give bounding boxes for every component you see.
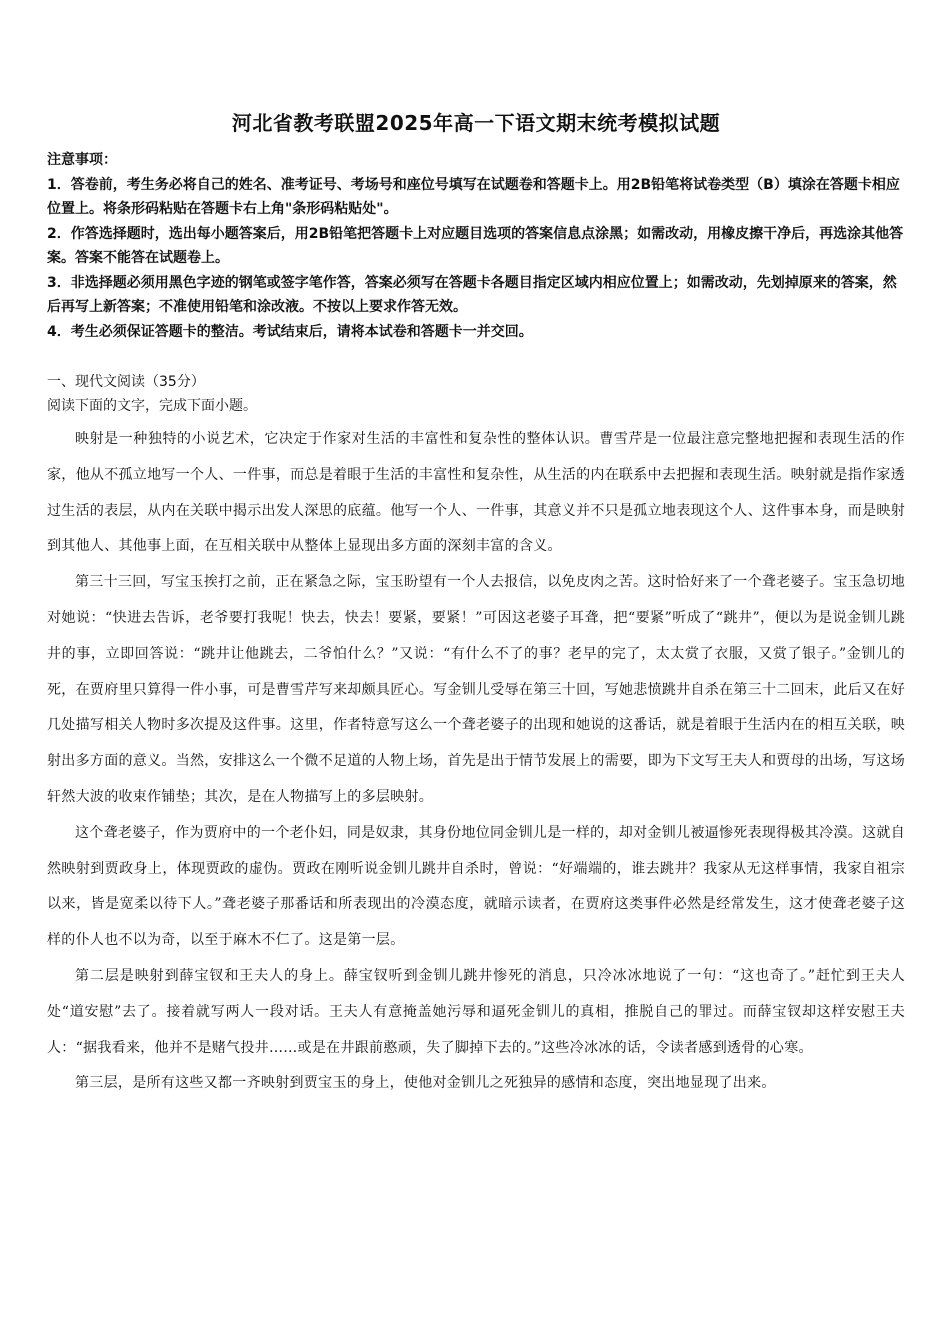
section-instruction: 阅读下面的文字，完成下面小题。 bbox=[47, 398, 257, 414]
notice-heading: 注意事项： bbox=[47, 152, 117, 168]
notice-item: 4．考生必须保证答题卡的整洁。考试结束后，请将本试卷和答题卡一并交回。 bbox=[47, 323, 533, 340]
passage-paragraph: 映射是一种独特的小说艺术，它决定于作家对生活的丰富性和复杂性的整体认识。曹雪芹是一位最注意完整地把握和表现生活的作家，他从不孤立地写一个人、一件事，而总是着眼于生活的丰富性和复杂性，从生活的内在联系中去把握和表现生活。映射就是指作家透过生活的表层，从内在关联中揭示出发人深思的底蕴。他写一个人、一件事，其意义并不只是孤立地表现这个人、这件事本身，而是映射到其他人、其他事上面，在互相关联中从整体上显现出多方面的深刻丰富的含义。 bbox=[47, 431, 905, 555]
passage-paragraph: 第三十三回，写宝玉挨打之前，正在紧急之际，宝玉盼望有一个人去报信，以免皮肉之苦。这时恰好来了一个聋老婆子。宝玉急切地对她说：“快进去告诉，老爷要打我呢！快去，快去！要紧，要紧！”可因这老婆子耳聋，把“要紧”听成了“跳井”，便以为是说金钏儿跳井的事，立即回答说：“跳井让他跳去，二爷怕什么？”又说：“有什么不了的事？老早的完了，太太赏了衣服，又赏了银子。”金钏儿的死，在贾府里只算得一件小事，可是曹雪芹写来却颇具匠心。写金钏儿受辱在第三十回，写她悲愤跳井自杀在第三十二回末，此后又在好几处描写相关人物时多次提及这件事。这里，作者特意写这么一个聋老婆子的出现和她说的这番话，就是着眼于生活内在的相互关联，映射出多方面的意义。当然，安排这么一个微不足道的人物上场，首先是出于情节发展上的需要，即为下文写王夫人和贾母的出场，写这场轩然大波的收束作铺垫；其次，是在人物描写上的多层映射。 bbox=[47, 574, 905, 805]
notice-item: 1．答卷前，考生务必将自己的姓名、准考证号、考场号和座位号填写在试题卷和答题卡上。用2B铅笔将试卷类型（B）填涂在答题卡相应位置上。将条形码粘贴在答题卡右上角"条形码粘贴处"。 bbox=[47, 176, 900, 217]
exam-title: 河北省教考联盟2025年高一下语文期末统考模拟试题 bbox=[231, 111, 721, 135]
reading-section bbox=[47, 370, 905, 1102]
passage-paragraph: 这个聋老婆子，作为贾府中的一个老仆妇，同是奴隶，其身份地位同金钏儿是一样的，却对金钏儿被逼惨死表现得极其冷漠。这就自然映射到贾政身上，体现贾政的虚伪。贾政在刚听说金钏儿跳井自杀时，曾说：“好端端的，谁去跳井？我家从无这样事情，我家自祖宗以来，皆是宽柔以待下人。”聋老婆子那番话和所表现出的冷漠态度，就暗示读者，在贾府这类事件必然是经常发生，这才使聋老婆子这样的仆人也不以为奇，以至于麻木不仁了。这是第一层。 bbox=[47, 824, 905, 949]
notice-item: 2．作答选择题时，选出每小题答案后，用2B铅笔把答题卡上对应题目选项的答案信息点涂黑；如需改动，用橡皮擦干净后，再选涂其他答案。答案不能答在试题卷上。 bbox=[47, 225, 904, 266]
section-heading: 一、现代文阅读（35分） bbox=[47, 374, 205, 390]
passage-paragraph: 第三层，是所有这些又都一齐映射到贾宝玉的身上，使他对金钏儿之死独异的感情和态度，突出地显现了出来。 bbox=[75, 1075, 776, 1092]
exam-page bbox=[47, 108, 905, 1102]
notice-block bbox=[47, 148, 905, 344]
notice-item: 3．非选择题必须用黑色字迹的钢笔或签字笔作答，答案必须写在答题卡各题目指定区域内相应位置上；如需改动，先划掉原来的答案，然后再写上新答案；不准使用铅笔和涂改液。不按以上要求作答无效。 bbox=[47, 274, 897, 315]
passage-paragraph: 第二层是映射到薛宝钗和王夫人的身上。薛宝钗听到金钏儿跳井惨死的消息，只冷冰冰地说了一句：“这也奇了。”赶忙到王夫人处“道安慰”去了。接着就写两人一段对话。王夫人有意掩盖她污辱和逼死金钏儿的真相，推脱自己的罪过。而薛宝钗却这样安慰王夫人：“据我看来，他并不是赌气投井……或是在井跟前憨顽，失了脚掉下去的。”这些冷冰冰的话，令读者感到透骨的心寒。 bbox=[47, 967, 905, 1056]
